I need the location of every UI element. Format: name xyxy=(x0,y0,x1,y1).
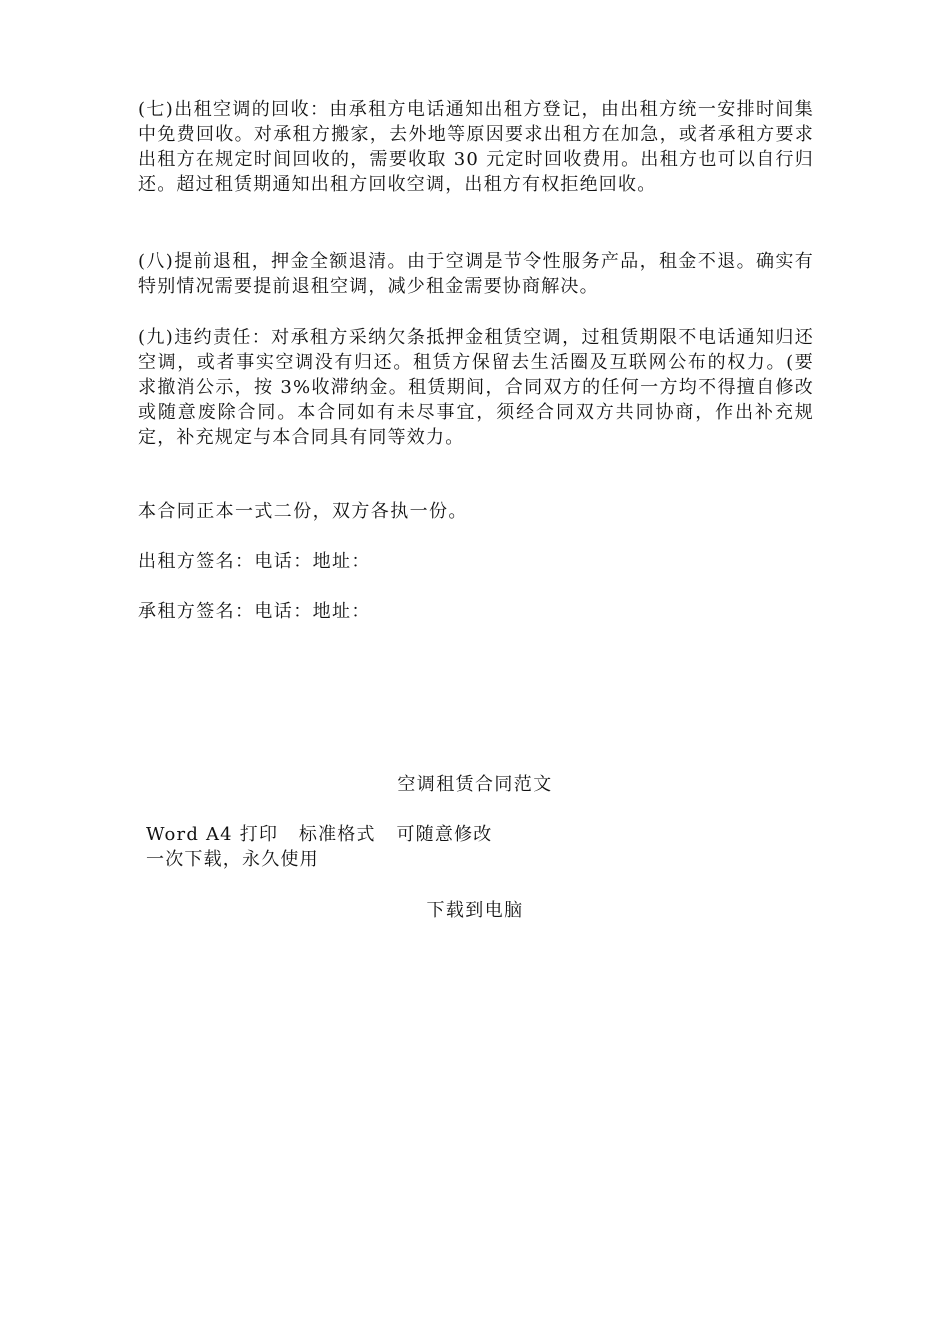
lessor-signature-line: 出租方签名：电话：地址： xyxy=(138,551,371,572)
lessee-signature-line: 承租方签名：电话：地址： xyxy=(138,601,371,622)
clause-7-recovery: (七)出租空调的回收：由承租方电话通知出租方登记，由出租方统一安排时间集中免费回收。对承租方搬家，去外地等原因要求出租方在加急，或者承租方要求出租方在规定时间回收的，需要收取 30 元定时回收费用。出租方也可以自行归还。超过租赁期通知出租方回收空调，出租方有权拒绝回收。 xyxy=(138,99,814,195)
promo-usage-note: 一次下载，永久使用 xyxy=(146,849,319,870)
promo-title: 空调租赁合同范文 xyxy=(397,774,553,795)
clause-8-early-termination: (八)提前退租，押金全额退清。由于空调是节令性服务产品，租金不退。确实有特别情况需要提前退租空调，减少租金需要协商解决。 xyxy=(138,251,814,297)
clause-9-breach-liability: (九)违约责任：对承租方采纳欠条抵押金租赁空调，过租赁期限不电话通知归还空调，或者事实空调没有归还。租赁方保留去生活圈及互联网公布的权力。(要求撤消公示，按 3%收滞纳金。租赁期间，合同双方的任何一方均不得擅自修改或随意废除合同。本合同如有未尽事宜，须经合同双方共同协商，作出补充规定，补充规定与本合同具有同等效力。 xyxy=(138,327,814,448)
promo-features: Word A4 打印 标准格式 可随意修改 xyxy=(146,824,493,845)
copies-note: 本合同正本一式二份，双方各执一份。 xyxy=(138,501,468,522)
download-to-computer-link[interactable]: 下载到电脑 xyxy=(426,900,524,921)
